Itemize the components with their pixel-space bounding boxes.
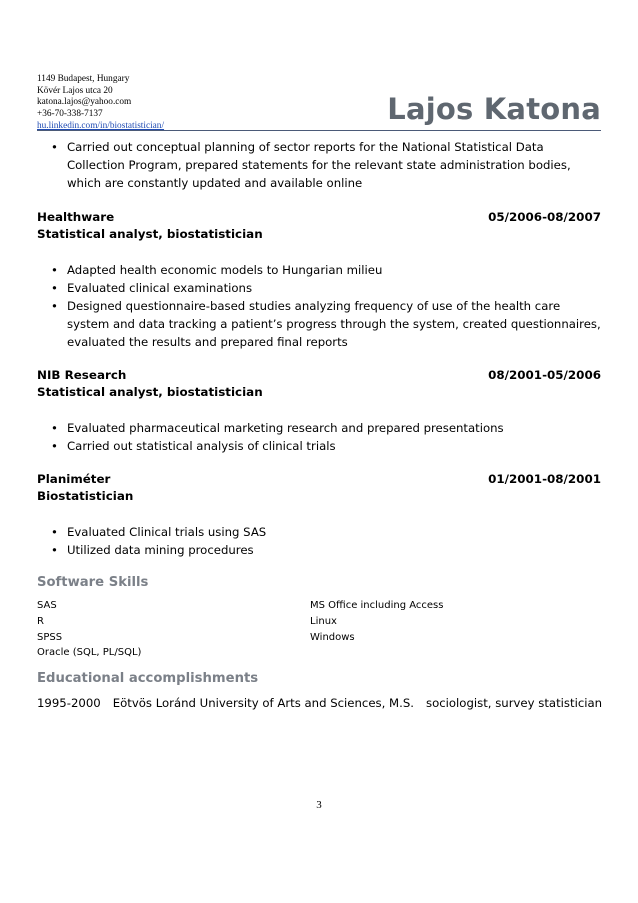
phone-text: +36-70-338-7137 [37,109,103,120]
list-item: • Carried out conceptual planning of sector reports for the National Statistical Data Collection Program, prepared statements for the relevant state administration bodies, which are constantly updated and available online [67,138,601,192]
list-item: • Designed questionnaire-based studies analyzing frequency of use of the health care system and data tracking a patient’s progress through the system, created questionnaires, evaluated the results and prepared final reports [67,297,601,351]
skills-column-2 [310,598,443,661]
address-line-2: Kövér Lajos utca 20 [37,85,113,96]
company-name: Healthware [37,210,115,224]
job-dates: 08/2001-05/2006 [488,368,601,382]
candidate-name: Lajos Katona [387,92,601,126]
education-heading: Educational accomplishments [37,671,259,687]
education-years: 1995-2000 [37,696,101,711]
skill-item: Windows [310,631,355,643]
education-degree: sociologist, survey statistician [425,696,603,711]
address-line-1: 1149 Budapest, Hungary [37,74,130,84]
job-header-nib-research [37,367,601,384]
resume-body [37,138,601,712]
email-text: katona.lajos@yahoo.com [37,97,132,108]
list-item: • Evaluated clinical examinations [67,279,601,297]
skill-item: Oracle (SQL, PL/SQL) [37,647,142,659]
linkedin-link[interactable]: hu.linkedin.com/in/biostatistician/ [37,120,165,131]
skill-item: R [37,615,44,627]
job-title: Statistical analyst, biostatistician [37,385,263,399]
job-bullet-list [37,419,601,455]
company-name: NIB Research [37,368,127,382]
list-item: • Adapted health economic models to Hungarian milieu [67,261,601,279]
job-bullet-list [37,523,601,559]
skills-grid [37,598,601,661]
skills-column-1 [37,598,310,661]
skill-item: SAS [37,600,57,611]
skill-item: MS Office including Access [310,600,444,611]
list-item: • Utilized data mining procedures [67,541,601,559]
skill-item: SPSS [37,631,63,643]
list-item: • Evaluated Clinical trials using SAS [67,523,601,541]
education-school: Eötvös Loránd University of Arts and Sciences, M.S. [112,696,414,711]
company-name: Planiméter [37,472,111,486]
job-dates: 01/2001-08/2001 [488,472,601,486]
job-title: Statistical analyst, biostatistician [37,227,263,241]
list-item: • Evaluated pharmaceutical marketing research and prepared presentations [67,419,601,437]
header-divider [37,130,601,131]
intro-bullet-list [37,138,601,192]
skill-item: Linux [310,615,337,627]
job-header-planimeter [37,471,601,488]
contact-block [37,74,164,133]
education-entry [37,694,601,712]
job-header-healthware [37,209,601,226]
job-dates: 05/2006-08/2007 [488,210,601,224]
list-item: • Carried out statistical analysis of clinical trials [67,437,601,455]
resume-header [37,74,601,130]
page-number: 3 [316,799,322,811]
job-title: Biostatistician [37,489,134,503]
job-bullet-list [37,261,601,351]
software-skills-heading: Software Skills [37,575,149,590]
